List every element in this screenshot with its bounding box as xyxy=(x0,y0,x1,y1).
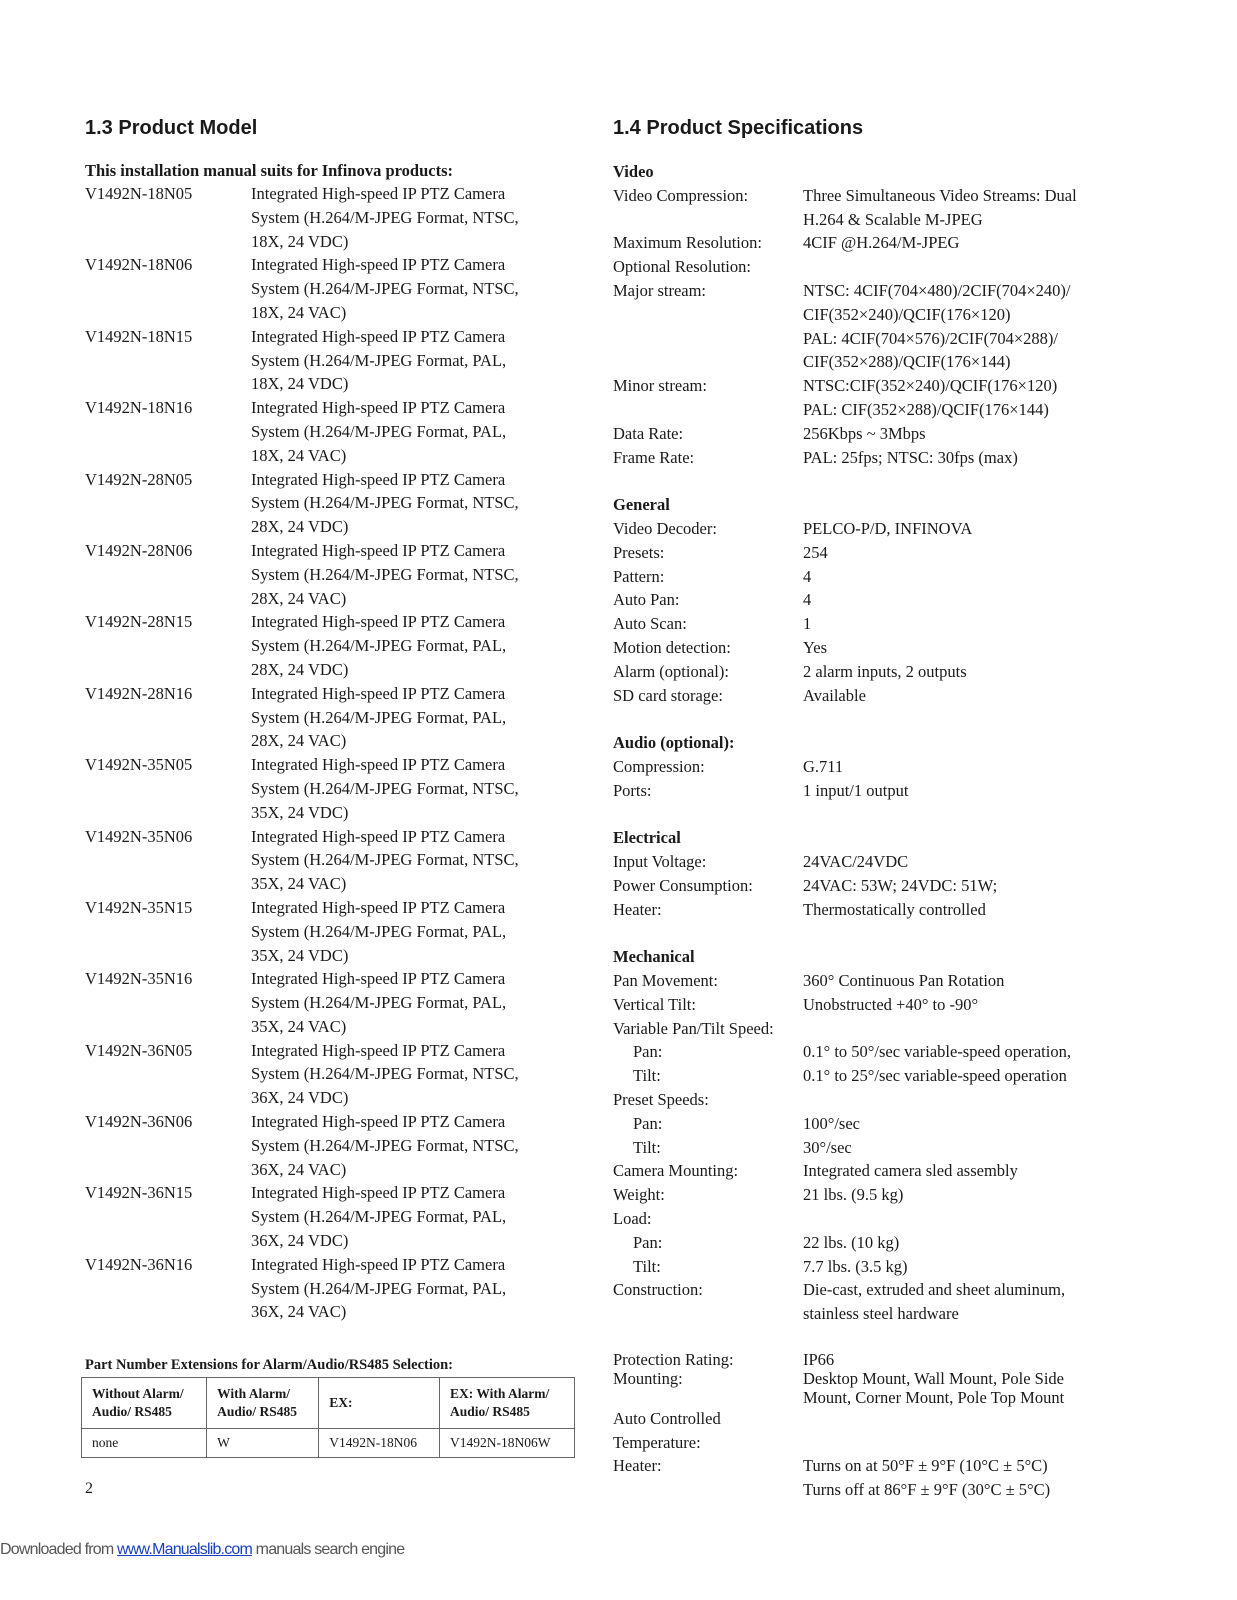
model-code: V1492N-35N15 xyxy=(85,897,193,917)
spec-value xyxy=(803,1369,1064,1407)
model-description-line: System (H.264/M-JPEG Format, NTSC, xyxy=(251,778,519,798)
spec-row xyxy=(613,684,1173,708)
spec-label: Motion detection: xyxy=(613,637,731,657)
section-heading-specifications: 1.4 Product Specifications xyxy=(613,117,864,139)
spec-value xyxy=(803,517,972,541)
spec-label: Preset Speeds: xyxy=(613,1090,709,1110)
product-model-column xyxy=(85,116,585,1458)
spec-label: Pan: xyxy=(633,1113,663,1133)
model-description-line: Integrated High-speed IP PTZ Camera xyxy=(251,612,506,632)
spec-value-line: Die-cast, extruded and sheet aluminum, xyxy=(803,1280,1066,1300)
spec-row xyxy=(613,636,1173,660)
spec-value xyxy=(803,993,978,1017)
spec-row xyxy=(613,874,1173,898)
model-description-line: System (H.264/M-JPEG Format, NTSC, xyxy=(251,1064,519,1084)
spec-label: Heater: xyxy=(613,899,662,919)
model-description-line: 28X, 24 VAC) xyxy=(251,588,347,608)
model-description-line: 35X, 24 VAC) xyxy=(251,1016,347,1036)
spec-row xyxy=(613,1112,1173,1136)
spec-label: Data Rate: xyxy=(613,423,684,443)
spec-value xyxy=(803,850,908,874)
model-code: V1492N-18N05 xyxy=(85,184,193,203)
spec-value-line: 256Kbps ~ 3Mbps xyxy=(803,423,926,443)
model-description xyxy=(251,896,551,967)
model-description-line: System (H.264/M-JPEG Format, NTSC, xyxy=(251,564,519,584)
spec-row xyxy=(613,1407,1173,1455)
model-description-line: System (H.264/M-JPEG Format, PAL, xyxy=(251,707,507,727)
model-description-line: 36X, 24 VDC) xyxy=(251,1231,349,1251)
model-description-line: 28X, 24 VDC) xyxy=(251,659,349,679)
model-description-line: 35X, 24 VAC) xyxy=(251,874,347,894)
spec-value xyxy=(803,588,811,612)
spec-label: Tilt: xyxy=(633,1256,661,1276)
model-row xyxy=(85,253,585,324)
spec-value xyxy=(803,1112,860,1136)
spec-value-line: 24VAC/24VDC xyxy=(803,852,909,872)
model-description-line: Integrated High-speed IP PTZ Camera xyxy=(251,398,506,418)
spec-label: Minor stream: xyxy=(613,376,707,396)
spec-value xyxy=(803,541,828,565)
spec-label: Vertical Tilt: xyxy=(613,994,696,1014)
spec-value-line: 360° Continuous Pan Rotation xyxy=(803,971,1005,991)
table-cell: none xyxy=(82,1429,207,1458)
spec-label: Pan: xyxy=(633,1042,663,1062)
table-header-cell xyxy=(82,1378,207,1429)
extensions-title: Part Number Extensions for Alarm/Audio/RS485 Selection: xyxy=(85,1357,454,1374)
spec-label: Protection Rating: xyxy=(613,1349,734,1369)
spec-label: Pan Movement: xyxy=(613,971,718,991)
model-description-line: Integrated High-speed IP PTZ Camera xyxy=(251,1112,506,1132)
model-description xyxy=(251,539,551,610)
spec-value-line: Desktop Mount, Wall Mount, Pole Side xyxy=(803,1368,1064,1388)
spec-label: Pattern: xyxy=(613,566,665,586)
spec-value-line: 2 alarm inputs, 2 outputs xyxy=(803,661,967,681)
model-description-line: 36X, 24 VAC) xyxy=(251,1302,347,1322)
table-header-row xyxy=(82,1378,575,1429)
model-code: V1492N-28N16 xyxy=(85,683,193,703)
model-row xyxy=(85,396,585,467)
model-description-line: System (H.264/M-JPEG Format, PAL, xyxy=(251,1207,507,1227)
model-description xyxy=(251,753,551,824)
model-description xyxy=(251,253,551,324)
spec-label: Alarm (optional): xyxy=(613,661,729,681)
spec-value-line: PELCO-P/D, INFINOVA xyxy=(803,518,973,538)
model-description-line: Integrated High-speed IP PTZ Camera xyxy=(251,469,506,489)
spec-value-line: stainless steel hardware xyxy=(803,1304,959,1324)
spec-row xyxy=(613,1369,1173,1407)
model-description-line: Integrated High-speed IP PTZ Camera xyxy=(251,969,506,989)
spec-value-line: Unobstructed +40° to -90° xyxy=(803,994,979,1014)
model-description-line: System (H.264/M-JPEG Format, NTSC, xyxy=(251,850,519,870)
model-description-line: System (H.264/M-JPEG Format, NTSC, xyxy=(251,1135,519,1155)
spec-value xyxy=(803,374,1057,422)
model-description-line: System (H.264/M-JPEG Format, PAL, xyxy=(251,1278,507,1298)
spec-value xyxy=(803,898,986,922)
model-row xyxy=(85,325,585,396)
spec-value-line: 21 lbs. (9.5 kg) xyxy=(803,1185,904,1205)
spec-value-line: H.264 & Scalable M-JPEG xyxy=(803,209,983,229)
spec-row xyxy=(613,184,1173,232)
spec-value xyxy=(803,874,997,898)
spec-row xyxy=(613,1278,1173,1326)
model-code: V1492N-36N06 xyxy=(85,1112,193,1132)
spec-value-line: 22 lbs. (10 kg) xyxy=(803,1232,900,1252)
spec-value xyxy=(803,231,959,255)
spec-row xyxy=(613,755,1173,779)
model-code: V1492N-28N15 xyxy=(85,612,193,632)
spec-value-line: Turns off at 86°F ± 9°F (30°C ± 5°C) xyxy=(803,1480,1051,1500)
intro-text: This installation manual suits for Infinova products: xyxy=(85,161,453,180)
spec-value xyxy=(803,779,908,803)
spec-label: Ports: xyxy=(613,780,652,800)
spec-section xyxy=(613,160,1173,469)
model-description-line: System (H.264/M-JPEG Format, PAL, xyxy=(251,350,507,370)
model-description-line: Integrated High-speed IP PTZ Camera xyxy=(251,897,506,917)
model-description-line: Integrated High-speed IP PTZ Camera xyxy=(251,826,506,846)
model-description-line: 18X, 24 VAC) xyxy=(251,445,347,465)
spec-value-line: 30°/sec xyxy=(803,1137,852,1157)
model-description-line: System (H.264/M-JPEG Format, NTSC, xyxy=(251,207,519,227)
model-row xyxy=(85,468,585,539)
spec-value xyxy=(803,684,866,708)
model-description-line: Integrated High-speed IP PTZ Camera xyxy=(251,184,506,203)
spec-value xyxy=(803,660,967,684)
model-row xyxy=(85,539,585,610)
spec-row xyxy=(613,565,1173,589)
spec-label: Camera Mounting: xyxy=(613,1161,739,1181)
model-code: V1492N-36N05 xyxy=(85,1040,193,1060)
model-description-line: System (H.264/M-JPEG Format, PAL, xyxy=(251,921,507,941)
spec-label: Video Decoder: xyxy=(613,518,717,538)
spec-row xyxy=(613,1183,1173,1207)
spec-row xyxy=(613,1454,1173,1502)
spec-label: Compression: xyxy=(613,756,705,776)
model-row xyxy=(85,753,585,824)
model-row xyxy=(85,967,585,1038)
model-description-line: Integrated High-speed IP PTZ Camera xyxy=(251,755,506,775)
spec-label: Maximum Resolution: xyxy=(613,233,762,253)
table-cell: V1492N-18N06 xyxy=(319,1429,440,1458)
model-description-line: Integrated High-speed IP PTZ Camera xyxy=(251,1183,506,1203)
spec-value-line: 24VAC: 53W; 24VDC: 51W; xyxy=(803,875,998,895)
table-header-cell xyxy=(319,1378,440,1429)
spec-value-line: Three Simultaneous Video Streams: Dual xyxy=(803,185,1077,205)
model-code: V1492N-18N15 xyxy=(85,326,193,346)
spec-label: Construction: xyxy=(613,1280,703,1300)
spec-value xyxy=(803,1407,807,1455)
spec-value-line: 4CIF @H.264/M-JPEG xyxy=(803,233,960,253)
spec-row xyxy=(613,279,1173,374)
spec-value xyxy=(803,1207,807,1231)
model-description-line: System (H.264/M-JPEG Format, PAL, xyxy=(251,421,507,441)
spec-label: SD card storage: xyxy=(613,685,723,705)
model-description xyxy=(251,325,551,396)
model-description-line: System (H.264/M-JPEG Format, NTSC, xyxy=(251,493,519,513)
spec-value-line xyxy=(803,255,807,279)
section-heading-product-model: 1.3 Product Model xyxy=(85,117,258,139)
spec-value-line: 0.1° to 25°/sec variable-speed operation xyxy=(803,1066,1067,1086)
spec-row xyxy=(613,1017,1173,1041)
table-header-line: EX: With Alarm/ xyxy=(450,1386,550,1402)
footer-prefix: Downloaded from xyxy=(0,1541,118,1558)
spec-value-line: IP66 xyxy=(803,1349,835,1369)
model-description xyxy=(251,825,551,896)
table-row xyxy=(82,1429,575,1458)
spec-value-line: NTSC:CIF(352×240)/QCIF(176×120) xyxy=(803,376,1058,396)
spec-value xyxy=(803,446,1018,470)
table-cell: V1492N-18N06W xyxy=(440,1429,575,1458)
spec-value-line: PAL: 4CIF(704×576)/2CIF(704×288)/ xyxy=(803,328,1058,348)
model-description xyxy=(251,182,551,253)
model-code: V1492N-36N15 xyxy=(85,1183,193,1203)
spec-row xyxy=(613,446,1173,470)
table-header-cell xyxy=(207,1378,319,1429)
spec-row xyxy=(613,1255,1173,1279)
table-header-line: With Alarm/ xyxy=(217,1386,291,1402)
spec-label: Frame Rate: xyxy=(613,447,695,467)
model-row xyxy=(85,1181,585,1252)
spec-value-line xyxy=(803,1207,807,1231)
table-header-line: Audio/ RS485 xyxy=(450,1404,530,1420)
spec-value xyxy=(803,755,843,779)
model-row xyxy=(85,1039,585,1110)
spec-value xyxy=(803,1231,899,1255)
model-description-line: Integrated High-speed IP PTZ Camera xyxy=(251,255,506,275)
spec-value xyxy=(803,1040,1071,1064)
spec-label: Input Voltage: xyxy=(613,852,707,872)
model-description-line: 35X, 24 VDC) xyxy=(251,802,349,822)
product-specifications-column xyxy=(613,116,1173,1526)
spec-row xyxy=(613,517,1173,541)
model-description xyxy=(251,682,551,753)
spec-section-title: Video xyxy=(613,162,654,181)
spec-row xyxy=(613,612,1173,636)
model-row xyxy=(85,682,585,753)
model-description xyxy=(251,1253,551,1324)
table-header-cell xyxy=(440,1378,575,1429)
spec-row xyxy=(613,1159,1173,1183)
spec-value xyxy=(803,636,827,660)
spec-value xyxy=(803,1350,834,1369)
spec-value xyxy=(803,1088,807,1112)
model-description-line: Integrated High-speed IP PTZ Camera xyxy=(251,540,506,560)
spec-value-line: PAL: CIF(352×288)/QCIF(176×144) xyxy=(803,399,1049,419)
spec-value xyxy=(803,422,926,446)
spec-value-line: Thermostatically controlled xyxy=(803,899,986,919)
extensions-table xyxy=(81,1377,575,1458)
spec-label: Tilt: xyxy=(633,1066,661,1086)
spec-value-line: 0.1° to 50°/sec variable-speed operation, xyxy=(803,1042,1071,1062)
spec-row xyxy=(613,779,1173,803)
spec-label: Load: xyxy=(613,1209,652,1229)
model-list xyxy=(85,182,585,1324)
spec-row xyxy=(613,969,1173,993)
table-header-line: Audio/ RS485 xyxy=(92,1404,172,1420)
spec-label: Auto Controlled Temperature: xyxy=(613,1408,721,1452)
model-description-line: Integrated High-speed IP PTZ Camera xyxy=(251,683,506,703)
spec-value-line: 4 xyxy=(803,566,812,586)
spec-section-title: Mechanical xyxy=(613,947,695,967)
model-row xyxy=(85,1253,585,1324)
page-number: 2 xyxy=(85,1480,93,1497)
model-description xyxy=(251,396,551,467)
model-description-line: System (H.264/M-JPEG Format, PAL, xyxy=(251,636,507,656)
table-header-line: EX: xyxy=(329,1395,353,1411)
spec-value xyxy=(803,565,811,589)
model-description-line: System (H.264/M-JPEG Format, NTSC, xyxy=(251,279,519,299)
spec-value xyxy=(803,1183,903,1207)
model-description xyxy=(251,1110,551,1181)
model-description-line: Integrated High-speed IP PTZ Camera xyxy=(251,1254,506,1274)
spec-value xyxy=(803,612,811,636)
model-code: V1492N-36N16 xyxy=(85,1254,193,1274)
model-description-line: 28X, 24 VAC) xyxy=(251,731,347,751)
spec-value xyxy=(803,184,1077,232)
spec-section xyxy=(613,1350,1173,1502)
model-description xyxy=(251,967,551,1038)
spec-value-line xyxy=(803,1017,807,1041)
spec-section xyxy=(613,493,1173,707)
spec-value-line: CIF(352×288)/QCIF(176×144) xyxy=(803,352,1011,372)
download-footer xyxy=(0,1541,404,1559)
spec-value xyxy=(803,1064,1067,1088)
model-description-line: Integrated High-speed IP PTZ Camera xyxy=(251,326,506,346)
spec-value xyxy=(803,969,1004,993)
spec-label: Pan: xyxy=(633,1232,663,1252)
model-description xyxy=(251,468,551,539)
spec-label: Tilt: xyxy=(633,1137,661,1157)
model-code: V1492N-35N05 xyxy=(85,755,193,775)
spec-label: Optional Resolution: xyxy=(613,257,751,277)
spec-row xyxy=(613,993,1173,1017)
spec-value-line: 4 xyxy=(803,590,812,610)
spec-value-line: 1 input/1 output xyxy=(803,780,909,800)
spec-label: Mounting: xyxy=(613,1368,683,1388)
table-header-line: Without Alarm/ xyxy=(92,1386,184,1402)
model-description-line: 18X, 24 VDC) xyxy=(251,231,349,251)
spec-label: Video Compression: xyxy=(613,185,749,205)
spec-sections xyxy=(613,160,1173,1502)
spec-row xyxy=(613,850,1173,874)
model-description-line: 35X, 24 VDC) xyxy=(251,945,349,965)
table-header-line: Audio/ RS485 xyxy=(217,1404,298,1420)
spec-row xyxy=(613,660,1173,684)
spec-label: Auto Pan: xyxy=(613,590,680,610)
spec-row xyxy=(613,255,1173,279)
spec-label: Heater: xyxy=(613,1456,662,1476)
spec-label: Weight: xyxy=(613,1185,665,1205)
model-code: V1492N-35N06 xyxy=(85,826,193,846)
model-description-line: System (H.264/M-JPEG Format, PAL, xyxy=(251,993,507,1013)
model-row xyxy=(85,610,585,681)
footer-suffix: manuals search engine xyxy=(252,1541,405,1558)
spec-value-line: 1 xyxy=(803,614,812,634)
spec-value-line: PAL: 25fps; NTSC: 30fps (max) xyxy=(803,447,1018,467)
spec-row xyxy=(613,1231,1173,1255)
spec-label: Variable Pan/Tilt Speed: xyxy=(613,1018,774,1038)
spec-value xyxy=(803,1255,908,1279)
spec-section-title: Audio (optional): xyxy=(613,733,735,753)
model-description-line: 18X, 24 VAC) xyxy=(251,302,347,322)
spec-row xyxy=(613,422,1173,446)
model-code: V1492N-18N06 xyxy=(85,255,193,275)
table-cell: W xyxy=(207,1429,319,1458)
model-description-line: 28X, 24 VDC) xyxy=(251,517,349,537)
model-code: V1492N-18N16 xyxy=(85,398,193,418)
spec-section-title: Electrical xyxy=(613,828,681,848)
spec-value xyxy=(803,1159,1018,1183)
spec-row xyxy=(613,541,1173,565)
spec-value-line: CIF(352×240)/QCIF(176×120) xyxy=(803,304,1011,324)
model-description xyxy=(251,610,551,681)
spec-section-title: General xyxy=(613,495,670,515)
model-code: V1492N-28N06 xyxy=(85,540,193,560)
spec-value xyxy=(803,255,807,279)
model-description xyxy=(251,1181,551,1252)
model-description-line: 36X, 24 VDC) xyxy=(251,1088,349,1108)
spec-value xyxy=(803,279,1071,374)
spec-value xyxy=(803,1454,1050,1502)
spec-label: Auto Scan: xyxy=(613,614,687,634)
model-row xyxy=(85,182,585,253)
spec-value-line: 254 xyxy=(803,542,828,562)
spec-value-line: Mount, Corner Mount, Pole Top Mount xyxy=(803,1387,1065,1407)
spec-section xyxy=(613,945,1173,1326)
spec-row xyxy=(613,588,1173,612)
spec-value-line xyxy=(803,1088,807,1112)
spec-value xyxy=(803,1278,1065,1326)
model-row xyxy=(85,825,585,896)
model-description xyxy=(251,1039,551,1110)
spec-row xyxy=(613,1207,1173,1231)
spec-row xyxy=(613,1136,1173,1160)
manualslib-link[interactable]: www.Manualslib.com xyxy=(117,1541,253,1558)
spec-row xyxy=(613,1088,1173,1112)
spec-value-line: 100°/sec xyxy=(803,1113,861,1133)
spec-label: Power Consumption: xyxy=(613,875,753,895)
spec-row xyxy=(613,231,1173,255)
model-row xyxy=(85,896,585,967)
model-description-line: 36X, 24 VAC) xyxy=(251,1159,347,1179)
model-description-line: Integrated High-speed IP PTZ Camera xyxy=(251,1040,506,1060)
spec-row xyxy=(613,1350,1173,1369)
spec-value-line: 7.7 lbs. (3.5 kg) xyxy=(803,1256,908,1276)
spec-label: Presets: xyxy=(613,542,665,562)
spec-value-line xyxy=(803,1407,807,1431)
spec-value-line: NTSC: 4CIF(704×480)/2CIF(704×240)/ xyxy=(803,280,1071,300)
spec-value xyxy=(803,1136,852,1160)
spec-row xyxy=(613,1064,1173,1088)
spec-row xyxy=(613,1040,1173,1064)
model-code: V1492N-35N16 xyxy=(85,969,193,989)
spec-value-line: G.711 xyxy=(803,756,844,776)
spec-value-line: Available xyxy=(803,685,866,705)
spec-row xyxy=(613,374,1173,422)
model-code: V1492N-28N05 xyxy=(85,469,193,489)
spec-value-line: Yes xyxy=(803,637,828,657)
spec-section xyxy=(613,731,1173,802)
spec-value-line: Turns on at 50°F ± 9°F (10°C ± 5°C) xyxy=(803,1456,1048,1476)
spec-value-line: Integrated camera sled assembly xyxy=(803,1161,1018,1181)
model-description-line: 18X, 24 VDC) xyxy=(251,374,349,394)
spec-value xyxy=(803,1017,807,1041)
spec-label: Major stream: xyxy=(613,280,707,300)
model-row xyxy=(85,1110,585,1181)
spec-row xyxy=(613,898,1173,922)
spec-section xyxy=(613,826,1173,921)
